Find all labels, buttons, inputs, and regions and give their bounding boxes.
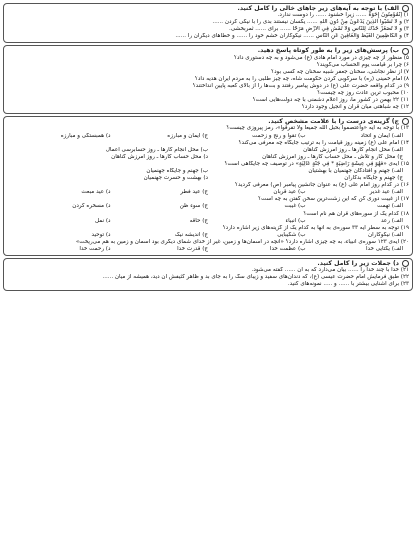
mc-question: ۱۶) در کدام روز امام علی (ع) به عنوان جانشین پیامبر (ص) معرفی گردید؟ <box>235 182 409 189</box>
section-c-header: ج) گزینه‌ی درست را با علامت مشخص کنید. <box>7 118 409 125</box>
mc-option[interactable]: د) مسخره کردن <box>72 203 111 210</box>
verse-line: ۱) إنَّمُؤْمِنُونَ إِخْوَةٌ ...... زیرا خشنود ...... را دوست ندارد. <box>277 12 409 19</box>
mc-question: ۱۴) امام علی (ع) زمینه روز قیامت را به ترتیب جایگاه چه معرفی می‌کند؟ <box>238 139 409 146</box>
mc-option[interactable]: ج) حاقه <box>189 217 208 224</box>
section-a-header: الف) با توجه به آیه‌های زیر جاهای خالی را کامل کنید. <box>7 5 409 12</box>
verse-line: ۳) و لا تُصَعِّرْ خَدَّكَ لِلنَّاسِ وَلَا تَمْشِ فِي الْأَرْضِ مَرَحًا ...... برای ...... ثمربخشی. <box>229 26 409 33</box>
mc-option[interactable]: ج) عید فطر <box>180 189 208 196</box>
mc-option[interactable]: ب) تقوا و رنج و زحمت <box>252 132 306 139</box>
mc-option[interactable]: ج) محل کار و تلاش ـ محل حساب کارها ـ روز آمرزش گناهان <box>262 153 403 160</box>
mc-option[interactable]: د) عید مبعث <box>81 189 111 196</box>
mc-option[interactable]: الف) یکتایی خدا <box>366 246 403 252</box>
verse-line: ۴) و الْكَاظِمِينَ الْغَيْظَ وَالْعَافِينَ عَنِ النَّاسِ ...... نیکوکاران خشم خود را ...... و خطاهای دیگران را ...... <box>175 33 409 40</box>
exam-page <box>3 3 413 529</box>
mc-option[interactable]: ج) اندیشه نیک <box>174 231 208 238</box>
section-d-header: د) جملات زیر را کامل کنید. <box>7 260 409 267</box>
mc-question: ۲۰) آیه‌ی ۱۲۳ سوره‌ی انبیاء، به چه چیزی اشاره دارد؟ «آنچه در آسمان‌ها و زمین، غیر از خدای شمای دیگری بود آسمان و زمین به هم می‌ریخت» <box>75 238 409 245</box>
mc-option[interactable]: ب) محل انجام کارها ـ روز حسابرسی اعمال <box>105 146 208 153</box>
mc-option[interactable]: ب) عید قربان <box>273 189 306 196</box>
mc-option[interactable]: د) نمل <box>95 217 111 224</box>
circle-bullet-icon <box>402 48 409 55</box>
sentence-line: ۲۱) خدا با چند خدا را ...... بیان می‌دارد که به آن ...... گفته می‌شود. <box>251 267 409 274</box>
mc-option[interactable]: د) توحید <box>91 231 111 238</box>
mc-options <box>7 232 409 239</box>
mc-options <box>7 246 409 253</box>
section-fill-verses <box>3 3 413 43</box>
mc-option[interactable]: الف) رعد <box>381 217 403 224</box>
mc-options <box>7 147 409 154</box>
section-b-header: ب) پرسش‌های زیر را به طور کوتاه پاسخ دهید. <box>7 47 409 54</box>
circle-bullet-icon <box>402 260 409 267</box>
mc-option[interactable]: ب) غیبت <box>284 203 306 210</box>
mc-option[interactable]: ج) سوء ظن <box>179 203 208 210</box>
mc-option[interactable]: ب) عظمت خدا <box>269 246 306 252</box>
mc-option[interactable]: الف) نیکوکاران <box>368 231 403 238</box>
sentence-line: ۲۳) برای آشنایی بیشتر با ...... و ..... نمونه‌های کنید. <box>287 281 409 288</box>
mc-option[interactable]: د) رحمت خدا <box>79 246 111 252</box>
mc-option[interactable]: ج) قدرت خدا <box>177 246 208 252</box>
mc-option[interactable]: الف) تهمت <box>377 203 403 210</box>
mc-option[interactable]: ب) جهنم و جایگاه جهنمیان <box>146 167 208 174</box>
mc-options <box>7 133 409 140</box>
section-multiple-choice <box>3 116 413 256</box>
mc-options <box>7 175 409 182</box>
section-complete-sentences <box>3 258 413 291</box>
mc-question: ۱۳) با توجه به آیه «واعتصموا بحبل الله جميعا ولا تفرقوا»، رمز پیروزی چیست؟ <box>226 125 409 132</box>
mc-question: ۱۷) از غیبت دوری کن که این زشت‌ترین سخن گفتن به چه است؟ <box>258 196 409 203</box>
mc-options <box>7 154 409 161</box>
question-line: ۶) چرا بر قیامت یوم الحساب می‌گویند؟ <box>316 61 409 68</box>
mc-options <box>7 218 409 225</box>
section-short-answers <box>3 45 413 114</box>
question-line: ۸) امام خمینی (ره) با سرکوبی کردن حکومت شاه، چه چیز طلبی را به مردم ایران هدیه داد؟ <box>194 75 409 82</box>
mc-option[interactable]: الف) محل انجام کارها ـ روز آمرزش گناهان <box>303 146 403 153</box>
mc-question: ۱۸) کدام یک از سوره‌های قرآن هم نام است؟ <box>303 210 409 217</box>
question-line: ۱۱) ۲۲ بهمن در کشور ما، روز اعلام دشمنی با چه دولت‌هایی است؟ <box>252 97 409 104</box>
mc-options <box>7 189 409 196</box>
mc-option[interactable]: الف) ایمان و اتحاد <box>360 132 403 139</box>
mc-option[interactable]: د) محل حساب کارها ـ روز آمرزش گناهان <box>111 153 208 160</box>
question-line: ۱۲) چه شباهتی میان قرآن و انجیل وجود دارد؟ <box>301 104 409 111</box>
mc-option[interactable]: ج) جهنم و جایگاه بدکاران <box>344 175 403 182</box>
question-line: ۷) از نظر نجاشی، سخنان جعفر شبیه سخنان چه کسی بود؟ <box>271 68 409 75</box>
mc-options <box>7 203 409 210</box>
mc-option[interactable]: الف) جهنم و افتادگان جهنمیان با بهشتیان <box>308 167 403 174</box>
mc-question: ۱۹) توجه به سطر آیه ۳۳ سوره‌ی به آنها به کدام یک از گزینه‌های زیر اشاره دارد؟ <box>222 224 409 231</box>
sentence-line: ۲۲) طبق فرمایش امام حضرت عیسی (ع)، که دندان‌های سفید و زیبای سگ را به جای بد و ظاهر کثیفش آن دید، همیشه از میان ...... <box>102 274 409 281</box>
mc-option[interactable]: د) همبستگی و مبارزه <box>60 132 111 139</box>
question-line: ۱۰) محبوب ترین عادت روز چه چیست؟ <box>317 90 409 97</box>
mc-option[interactable]: د) بهشت و حسرت جهنمیان <box>143 175 208 182</box>
mc-option[interactable]: ب) انبیاء <box>285 217 306 224</box>
mc-options <box>7 168 409 175</box>
mc-option[interactable]: ج) ایمان و مبارزه <box>167 132 208 139</box>
verse-line: ۲) و لا تَسُبُّوا الَّذِينَ يَدْعُونَ مِنْ دُونِ اللهِ ...... یکسان نیستند بدی را با نیکی کردن ...... <box>212 19 409 26</box>
mc-question: ۱۵) آیه‌ی «فَهُوَ فِي عِيشَةٍ رَاضِيَةٍ * فِي جَنَّةٍ عَالِيَةٍ» در توصیف چه جایگاهی است؟ <box>224 160 409 167</box>
mc-option[interactable]: الف) عید غدیر <box>369 189 403 196</box>
circle-bullet-icon <box>402 5 409 12</box>
question-line: ۹) در کدام واقعه حضرت علی (ع) در دوش پیامبر رفتند و بت‌ها را از بالای کعبه پایین انداختند؟ <box>192 82 409 89</box>
circle-bullet-icon <box>402 118 409 125</box>
question-line: ۵) منظور از چه چیزی در مورد امام هادی (ع) می‌شود و به چه دستوری داد؟ <box>233 54 409 61</box>
mc-option[interactable]: ب) شکیبایی <box>277 231 306 238</box>
